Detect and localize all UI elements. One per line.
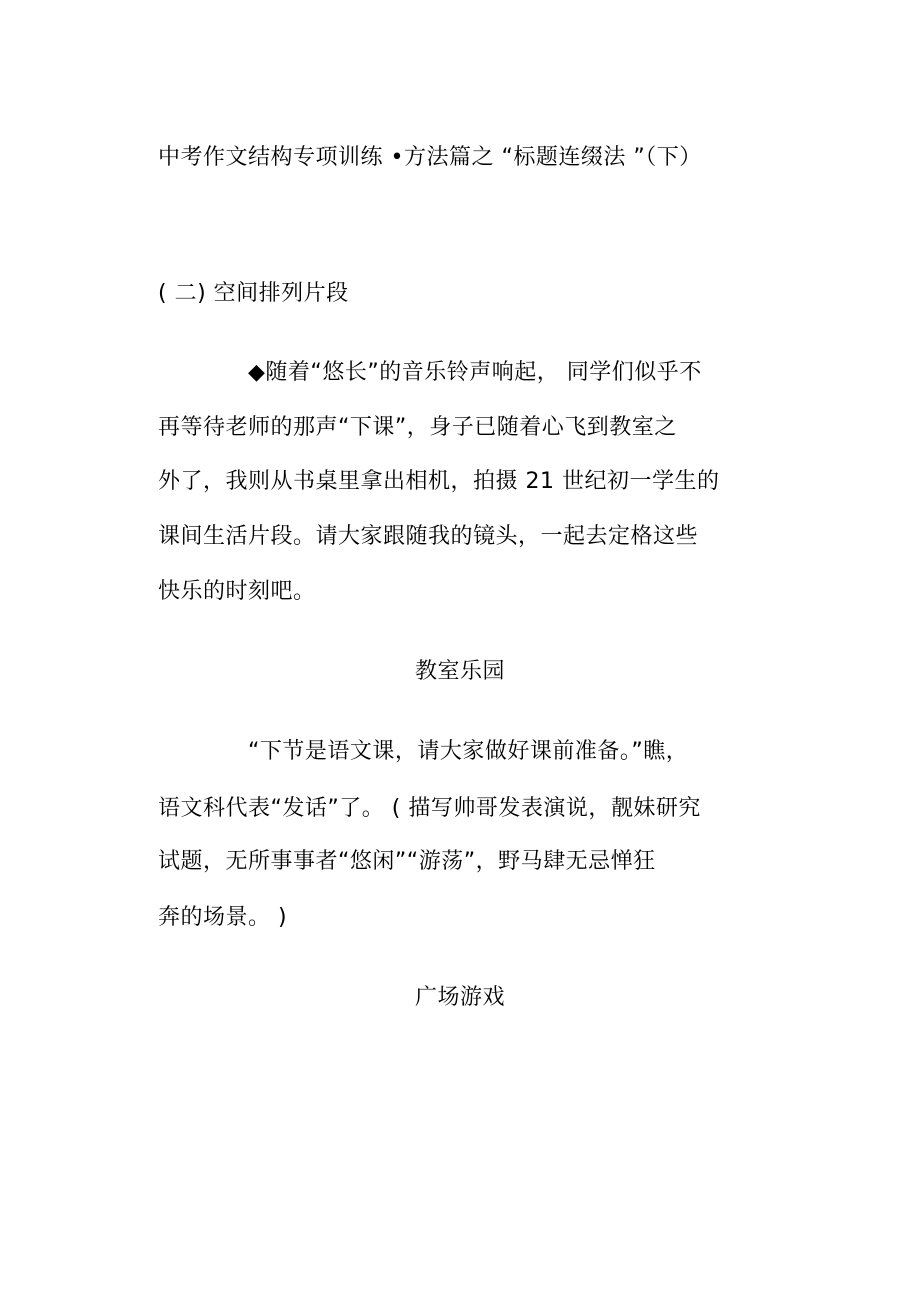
paragraph-line: 再等待老师的那声“下课”，身子已随着心飞到教室之 [158,415,677,440]
paragraph-line: 试题，无所事事者“悠闲”“游荡”，野马肆无忌惮狂 [158,849,656,874]
paragraph-line: ◆随着“悠长”的音乐铃声响起， 同学们似乎不 [248,360,702,385]
document-title: 中考作文结构专项训练 •方法篇之 “标题连缀法 ”（下） [158,145,702,170]
paragraph-line: 奔的场景。 ) [158,905,288,930]
paragraph-line: “下节是语文课，请大家做好课前准备。”瞧， [248,739,689,764]
paragraph-line: 快乐的时刻吧。 [158,579,316,604]
paragraph-line: 课间生活片段。请大家跟随我的镜头，一起去定格这些 [158,524,699,549]
paragraph-line: 外了，我则从书桌里拿出相机，拍摄 21 世纪初一学生的 [158,469,720,494]
paragraph-line: 语文科代表“发话”了。 ( 描写帅哥发表演说，靓妹研究 [158,796,701,821]
section-heading: ( 二) 空间排列片段 [158,281,349,306]
subheading-classroom: 教室乐园 [414,659,505,684]
subheading-square: 广场游戏 [414,985,505,1010]
